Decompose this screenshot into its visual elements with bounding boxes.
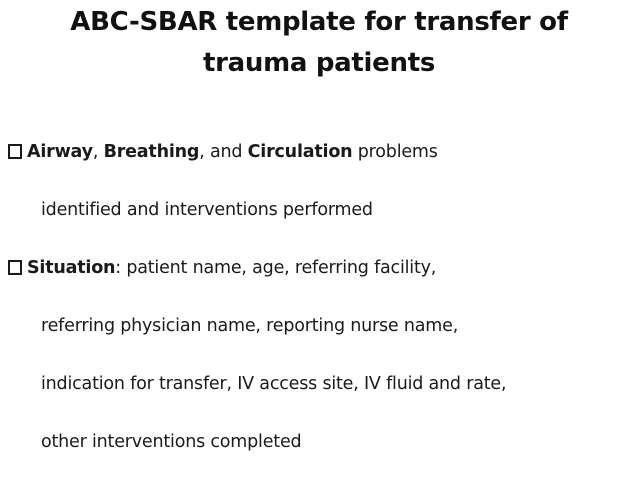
checkbox-square-icon — [8, 260, 22, 275]
checkbox-square-icon — [8, 144, 22, 159]
bullet-1-line-2: identified and interventions performed — [41, 200, 373, 220]
bullet-2-line-4: other interventions completed — [41, 432, 302, 452]
separator-text: , and — [199, 142, 248, 162]
situation-term: Situation — [27, 258, 116, 278]
bullet-2-line-1 — [8, 250, 633, 308]
slide-body — [8, 134, 633, 482]
bullet-1-text: problems — [352, 142, 438, 162]
bullet-1-line-1 — [8, 134, 633, 192]
title-line-1: ABC-SBAR template for transfer of — [70, 7, 568, 37]
breathing-term: Breathing — [103, 142, 200, 162]
bullet-2-line-3: indication for transfer, IV access site, IV fluid and rate, — [41, 374, 507, 394]
separator-text: , — [92, 142, 104, 162]
bullet-2-text: : patient name, age, referring facility, — [115, 258, 437, 278]
slide-title — [0, 2, 638, 84]
title-line-2: trauma patients — [202, 48, 436, 78]
airway-term: Airway — [27, 142, 93, 162]
circulation-term: Circulation — [247, 142, 353, 162]
bullet-2-line-2: referring physician name, reporting nurse name, — [41, 316, 459, 336]
